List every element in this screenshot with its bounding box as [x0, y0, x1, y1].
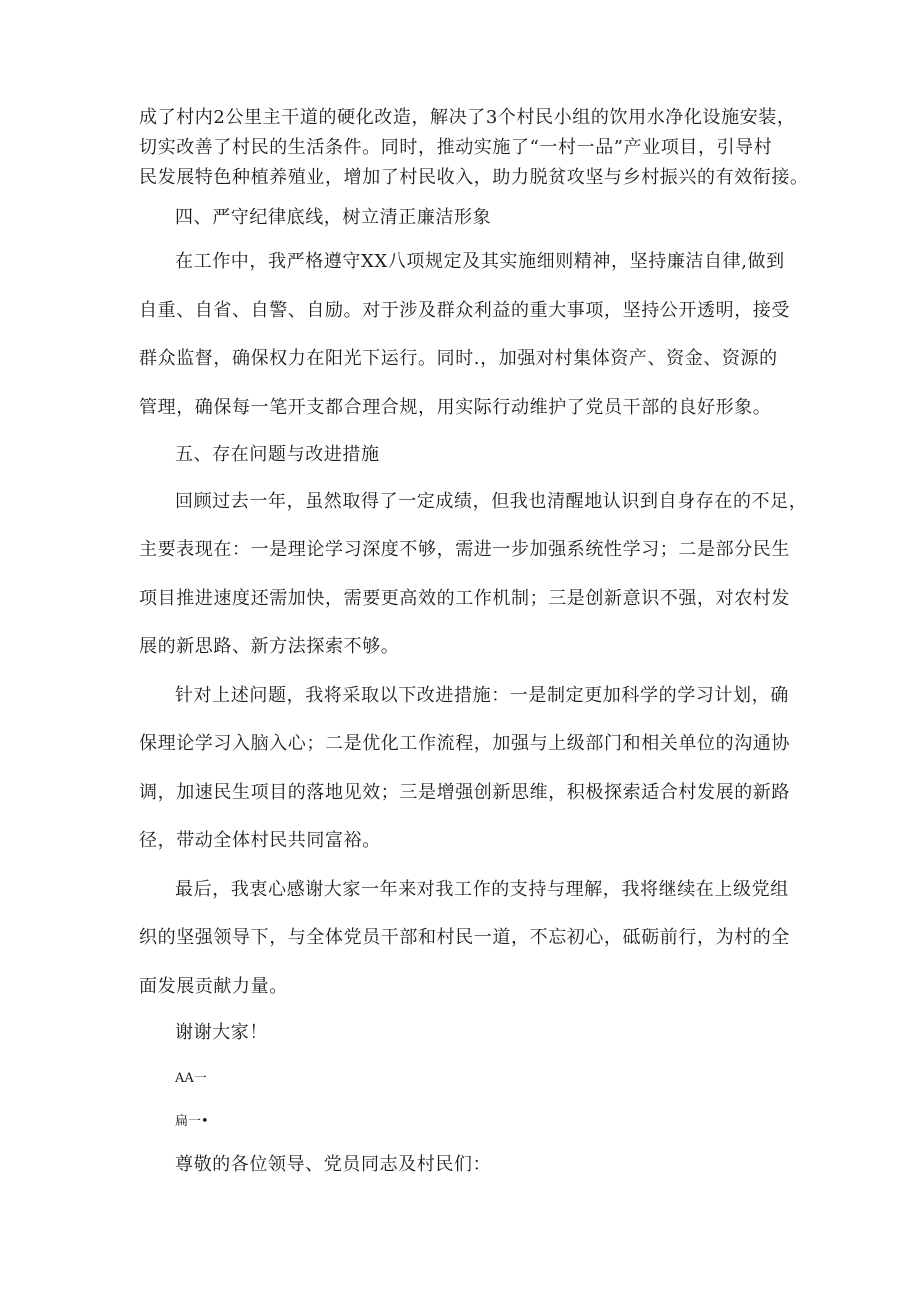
paragraph-line: 成了村内2公里主干道的硬化改造，解决了3个村民小组的饮用水净化设施安装， — [139, 107, 796, 128]
paragraph-line: 切实改善了村民的生活条件。同时，推动实施了“一村一品”产业项目，引导村 — [139, 137, 773, 158]
paragraph-line: 径，带动全体村民共同富裕。 — [139, 830, 381, 851]
paragraph-line: 最后，我衷心感谢大家一年来对我工作的支持与理解，我将继续在上级党组 — [175, 879, 789, 900]
artifact-text: 扁一• — [175, 1114, 209, 1129]
closing-thanks: 谢谢大家！ — [175, 1022, 268, 1043]
paragraph-line: 群众监督，确保权力在阳光下运行。同时.，加强对村集体资产、资金、资源的 — [139, 348, 778, 369]
paragraph-line: 面发展贡献力量。 — [139, 976, 288, 997]
paragraph-line: 保理论学习入脑入心；二是优化工作流程，加强与上级部门和相关单位的沟通协 — [139, 733, 790, 754]
paragraph-line: 自重、自省、自警、自励。对于涉及群众利益的重大事项，坚持公开透明，接受 — [139, 300, 790, 321]
paragraph-line: 主要表现在：一是理论学习深度不够，需进一步加强系统性学习；二是部分民生 — [139, 539, 790, 560]
section-heading: 四、严守纪律底线，树立清正廉洁形象 — [175, 207, 492, 228]
salutation: 尊敬的各位领导、党员同志及村民们： — [175, 1154, 492, 1175]
paragraph-line: 项目推进速度还需加快，需要更高效的工作机制；三是创新意识不强，对农村发 — [139, 588, 790, 609]
paragraph-line: 在工作中，我严格遵守XX八项规定及其实施细则精神，坚持廉洁自律,做到 — [175, 251, 785, 272]
paragraph-line: 调，加速民生项目的落地见效；三是增强创新思维，积极探索适合村发展的新路 — [139, 782, 790, 803]
paragraph-line: 管理，确保每一笔开支都合理合规，用实际行动维护了党员干部的良好形象。 — [139, 397, 772, 418]
paragraph-line: 民发展特色种植养殖业，增加了村民收入，助力脱贫攻坚与乡村振兴的有效衔接。 — [139, 167, 809, 188]
artifact-text: AA一 — [175, 1071, 207, 1086]
paragraph-line: 针对上述问题，我将采取以下改进措施：一是制定更加科学的学习计划，确 — [175, 685, 789, 706]
paragraph-line: 织的坚强领导下，与全体党员干部和村民一道，不忘初心，砥砺前行，为村的全 — [139, 927, 790, 948]
paragraph-line: 展的新思路、新方法探索不够。 — [139, 636, 400, 657]
section-heading: 五、存在问题与改进措施 — [175, 444, 380, 465]
paragraph-line: 回顾过去一年，虽然取得了一定成绩，但我也清醒地认识到自身存在的不足， — [175, 491, 808, 512]
